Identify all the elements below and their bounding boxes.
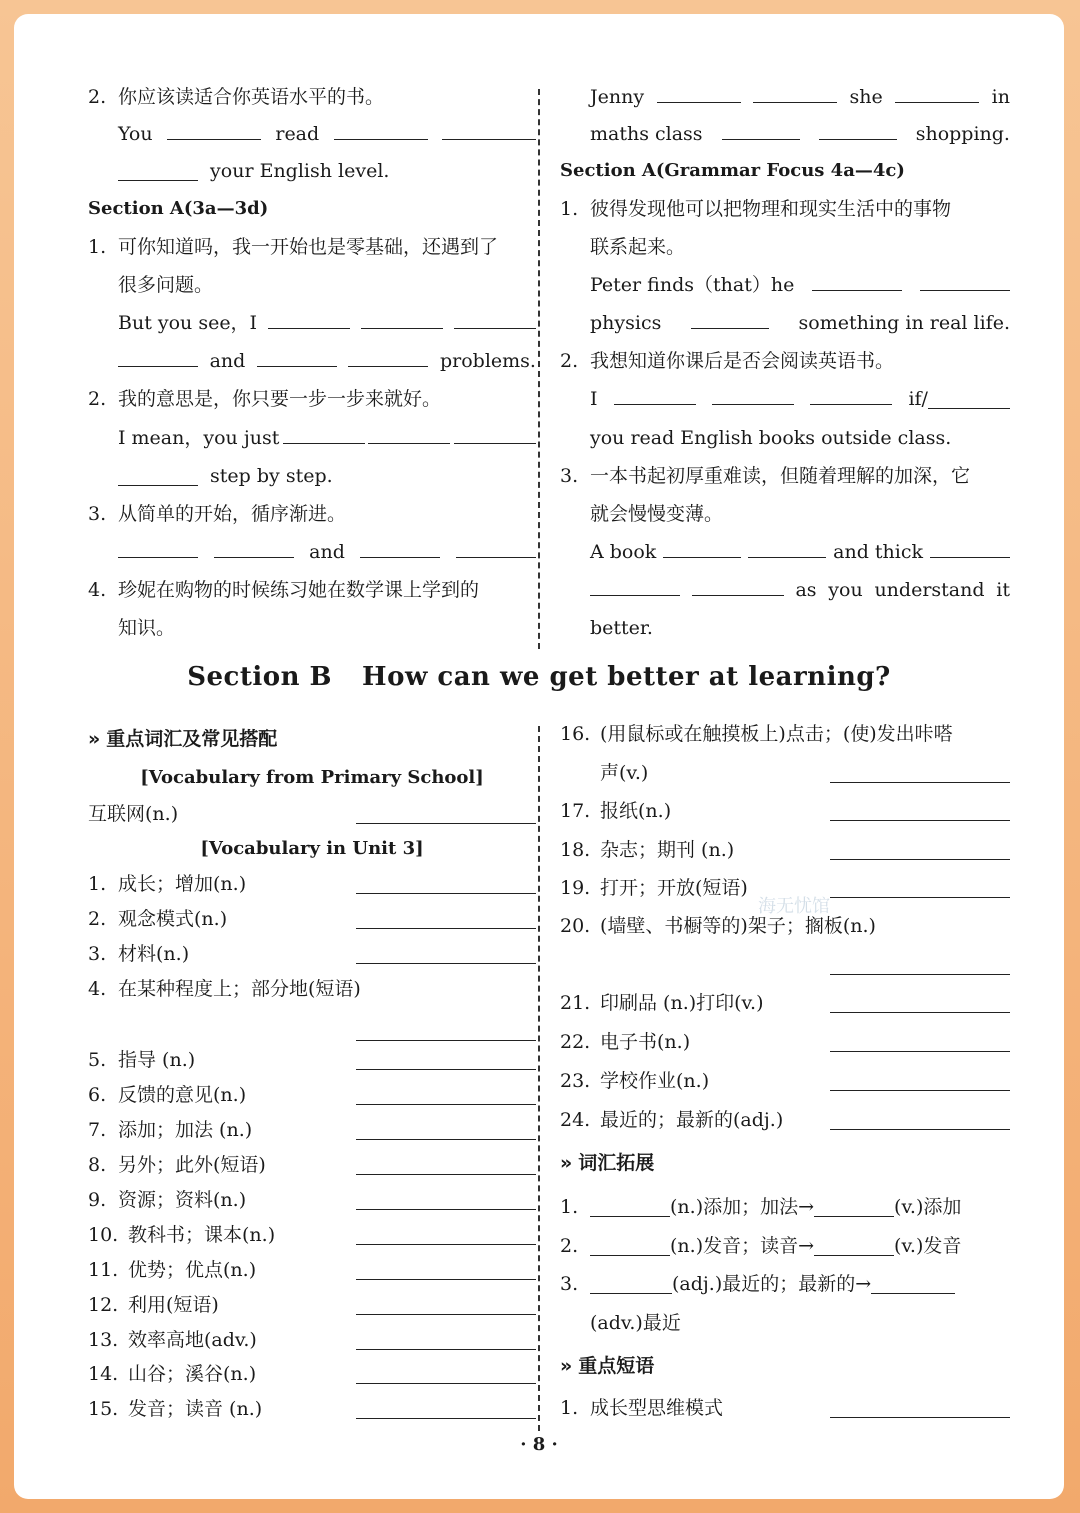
blank[interactable] bbox=[871, 1271, 955, 1294]
vocab-row: 12. 利用(短语) bbox=[88, 1288, 536, 1322]
vocab-row: 7. 添加；加法 (n.) bbox=[88, 1113, 536, 1147]
double-chevron-icon: » bbox=[88, 728, 101, 750]
worksheet-page bbox=[14, 14, 1064, 1499]
vocab-row: 21. 印刷品 (n.)打印(v.) bbox=[560, 986, 1010, 1020]
vocab-row: 8. 另外；此外(短语) bbox=[88, 1148, 536, 1182]
question-3: 3. 从简单的开始，循序渐进。 bbox=[88, 503, 347, 525]
answer-line: I if/ bbox=[590, 381, 1010, 417]
vocab-row: 20. (墙壁、书橱等的)架子；搁板(n.) bbox=[560, 915, 876, 937]
vocab-row: 1. 成长；增加(n.) bbox=[88, 867, 536, 901]
blank[interactable] bbox=[814, 1233, 894, 1256]
vocab-row: 16. (用鼠标或在触摸板上)点击；(使)发出咔嗒 bbox=[560, 723, 953, 745]
expand-header: » 词汇拓展 bbox=[560, 1152, 655, 1174]
question-2: 2. 我想知道你课后是否会阅读英语书。 bbox=[560, 350, 895, 372]
answer-line: A book and thick bbox=[590, 534, 1010, 570]
answer-blank[interactable] bbox=[830, 1090, 1010, 1091]
answer-line: and bbox=[118, 534, 536, 570]
answer-blank[interactable] bbox=[356, 1174, 536, 1175]
answer-blank[interactable] bbox=[830, 782, 1010, 783]
double-chevron-icon: » bbox=[560, 1355, 573, 1377]
vocab-row: 24. 最近的；最新的(adj.) bbox=[560, 1103, 1010, 1137]
question-1: 1. 可你知道吗，我一开始也是零基础，还遇到了 bbox=[88, 236, 499, 258]
vocab-row bbox=[560, 948, 1010, 982]
question-2: 2. 我的意思是，你只要一步一步来就好。 bbox=[88, 388, 442, 410]
expand-row-continued: (adv.)最近 bbox=[590, 1312, 681, 1334]
answer-line: step by step. bbox=[118, 458, 536, 494]
answer-blank[interactable] bbox=[830, 1012, 1010, 1013]
answer-line: But you see，I bbox=[118, 305, 536, 341]
answer-line: your English level. bbox=[118, 153, 536, 189]
vocab-row: 19. 打开；开放(短语) bbox=[560, 871, 1010, 905]
right-column-bottom bbox=[560, 14, 1010, 1499]
question-text: 很多问题。 bbox=[118, 274, 214, 296]
answer-blank[interactable] bbox=[356, 963, 536, 964]
phrase-header: » 重点短语 bbox=[560, 1355, 655, 1377]
vocab-row: 13. 效率高地(adv.) bbox=[88, 1323, 536, 1357]
vocab-row: 5. 指导 (n.) bbox=[88, 1043, 536, 1077]
answer-blank[interactable] bbox=[356, 1244, 536, 1245]
answer-line: as you understand it bbox=[590, 572, 1010, 608]
answer-blank[interactable] bbox=[830, 1051, 1010, 1052]
answer-blank[interactable] bbox=[356, 1349, 536, 1350]
vocab-header: » 重点词汇及常见搭配 bbox=[88, 728, 278, 750]
blank[interactable] bbox=[814, 1194, 894, 1217]
answer-blank[interactable] bbox=[830, 1129, 1010, 1130]
question-1: 1. 彼得发现他可以把物理和现实生活中的事物 bbox=[560, 198, 952, 220]
expand-row: 2. (n.)发音；读音→ (v.)发音 bbox=[560, 1235, 962, 1257]
answer-blank[interactable] bbox=[356, 1383, 536, 1384]
answer-blank[interactable] bbox=[356, 1104, 536, 1105]
answer-blank[interactable] bbox=[356, 893, 536, 894]
vocab-row: 17. 报纸(n.) bbox=[560, 794, 1010, 828]
answer-text: better. bbox=[590, 617, 653, 639]
answer-line: You read bbox=[118, 116, 536, 152]
answer-line: and problems. bbox=[118, 343, 536, 379]
vocab-row: 15. 发音；读音 (n.) bbox=[88, 1392, 536, 1426]
vocab-row: 2. 观念模式(n.) bbox=[88, 902, 536, 936]
answer-blank[interactable] bbox=[830, 974, 1010, 975]
answer-blank[interactable] bbox=[356, 1209, 536, 1210]
vocab-row: 互联网(n.) bbox=[88, 797, 536, 831]
answer-blank[interactable] bbox=[356, 1139, 536, 1140]
question-2: 2. 你应该读适合你英语水平的书。 bbox=[88, 86, 385, 108]
answer-line: Jenny she in bbox=[590, 79, 1010, 115]
bracket-heading: [Vocabulary from Primary School] bbox=[140, 767, 484, 788]
answer-line: I mean，you just bbox=[118, 420, 536, 456]
section-b-title: Section B How can we get better at learning? bbox=[187, 662, 891, 692]
vocab-row: 4. 在某种程度上；部分地(短语) bbox=[88, 978, 361, 1000]
question-text: 知识。 bbox=[118, 617, 176, 639]
answer-blank[interactable] bbox=[356, 823, 536, 824]
vocab-row: 22. 电子书(n.) bbox=[560, 1025, 1010, 1059]
vocab-row: 10. 教科书；课本(n.) bbox=[88, 1218, 536, 1252]
blank[interactable] bbox=[590, 1194, 670, 1217]
answer-blank[interactable] bbox=[830, 1417, 1010, 1418]
column-divider-bottom bbox=[538, 726, 540, 1431]
left-column-bottom bbox=[88, 14, 536, 1499]
column-divider-top bbox=[538, 89, 540, 649]
phrase-row: 1. 成长型思维模式 bbox=[560, 1391, 1010, 1425]
vocab-row: 14. 山谷；溪谷(n.) bbox=[88, 1357, 536, 1391]
question-text: 就会慢慢变薄。 bbox=[590, 503, 724, 525]
double-chevron-icon: » bbox=[560, 1152, 573, 1174]
section-heading: Section A(3a—3d) bbox=[88, 198, 269, 219]
answer-blank[interactable] bbox=[830, 859, 1010, 860]
expand-row: 3. (adj.)最近的；最新的→ bbox=[560, 1266, 1010, 1302]
vocab-row: 9. 资源；资料(n.) bbox=[88, 1183, 536, 1217]
answer-text: you read English books outside class. bbox=[590, 427, 952, 449]
vocab-row: 18. 杂志；期刊 (n.) bbox=[560, 833, 1010, 867]
answer-line: Peter finds（that）he bbox=[590, 267, 1010, 303]
answer-blank[interactable] bbox=[356, 928, 536, 929]
question-text: 联系起来。 bbox=[590, 236, 686, 258]
section-heading: Section A(Grammar Focus 4a—4c) bbox=[560, 160, 905, 181]
vocab-row: 23. 学校作业(n.) bbox=[560, 1064, 1010, 1098]
answer-line: maths class shopping. bbox=[590, 116, 1010, 152]
answer-blank[interactable] bbox=[356, 1040, 536, 1041]
vocab-row: 11. 优势；优点(n.) bbox=[88, 1253, 536, 1287]
answer-blank[interactable] bbox=[830, 820, 1010, 821]
answer-blank[interactable] bbox=[830, 897, 1010, 898]
answer-blank[interactable] bbox=[356, 1314, 536, 1315]
expand-row: 1. (n.)添加；加法→ (v.)添加 bbox=[560, 1196, 962, 1218]
blank[interactable] bbox=[590, 1271, 672, 1294]
question-3: 3. 一本书起初厚重难读，但随着理解的加深，它 bbox=[560, 465, 971, 487]
answer-blank[interactable] bbox=[356, 1418, 536, 1419]
vocab-row: 3. 材料(n.) bbox=[88, 937, 536, 971]
blank[interactable] bbox=[590, 1233, 670, 1256]
page-number: · 8 · bbox=[520, 1434, 558, 1455]
bracket-heading: [Vocabulary in Unit 3] bbox=[200, 838, 424, 859]
vocab-row: 6. 反馈的意见(n.) bbox=[88, 1078, 536, 1112]
vocab-row: 声(v.) bbox=[600, 756, 1010, 790]
answer-line: physics something in real life. bbox=[590, 305, 1010, 341]
question-4: 4. 珍妮在购物的时候练习她在数学课上学到的 bbox=[88, 579, 480, 601]
answer-blank[interactable] bbox=[356, 1279, 536, 1280]
answer-blank[interactable] bbox=[356, 1069, 536, 1070]
watermark: 海无忧馆 bbox=[758, 896, 830, 917]
